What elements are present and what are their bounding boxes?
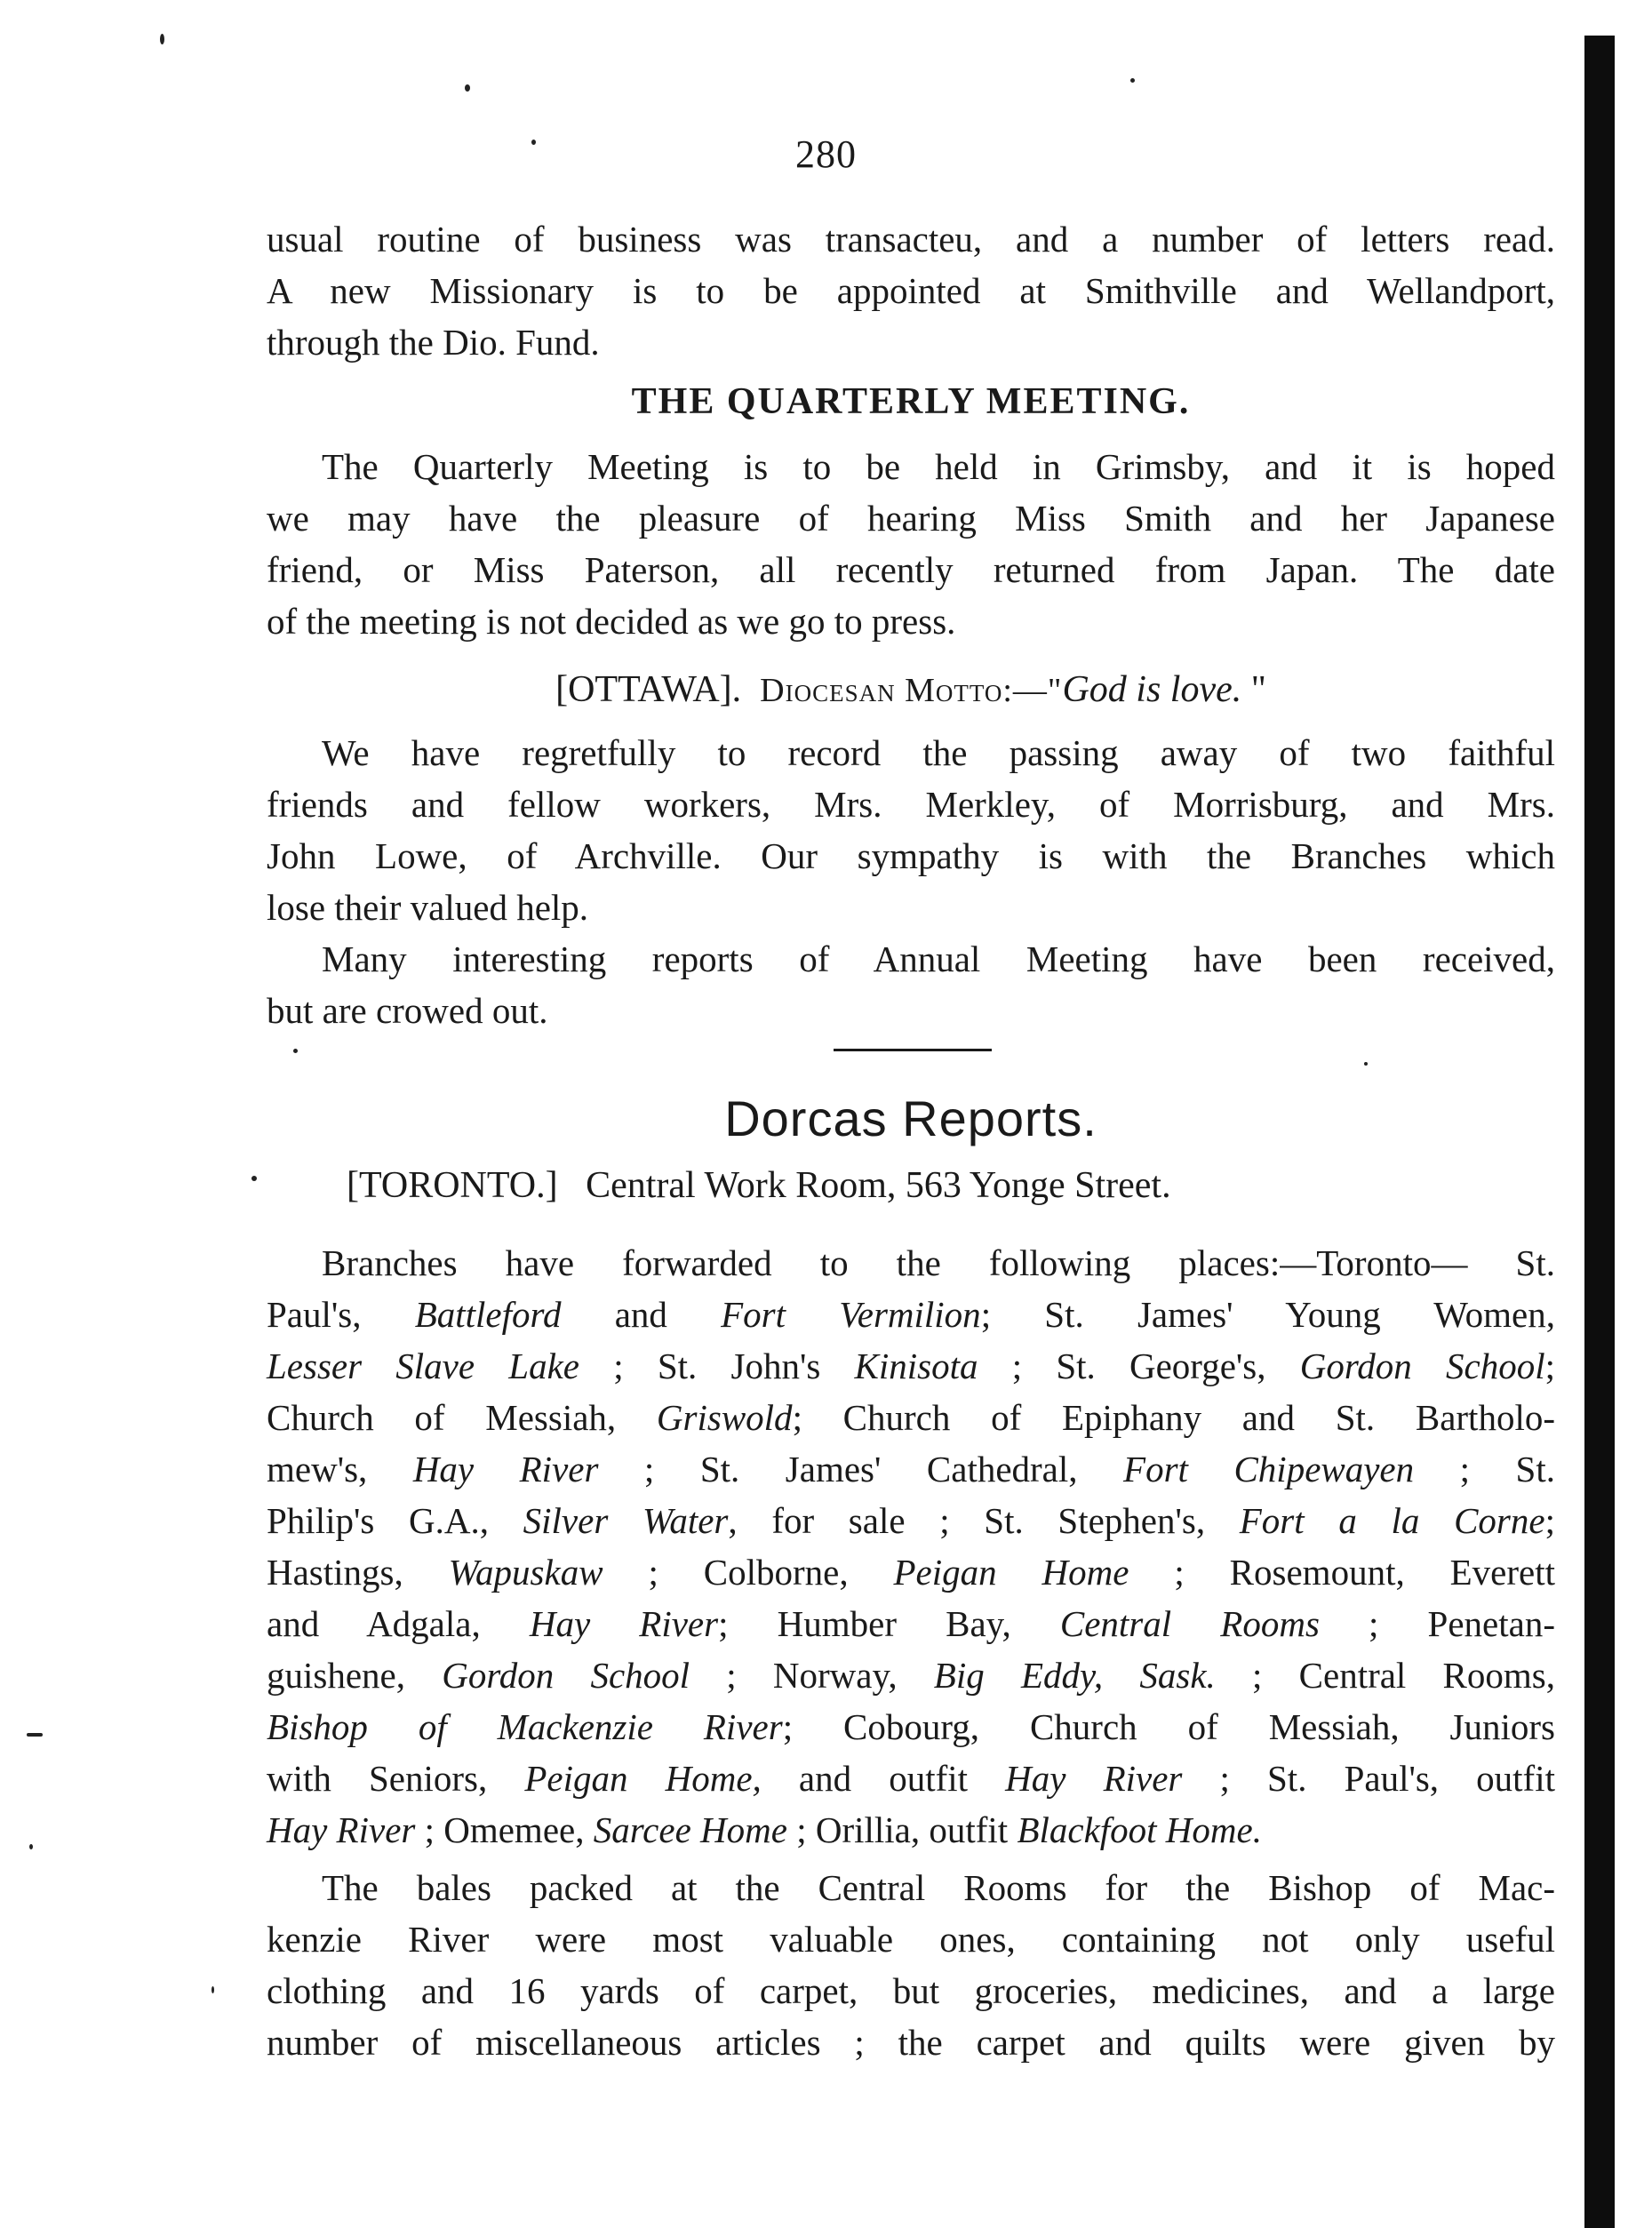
text-run: Church of Messiah, bbox=[267, 1397, 657, 1438]
italic-place-name: Gordon School bbox=[442, 1655, 690, 1696]
text-run: ; Cobourg, Church of Messiah, Juniors bbox=[782, 1706, 1555, 1747]
text-line: we may have the pleasure of hearing Miss Smith and her Japanese bbox=[267, 498, 1555, 539]
text-run: and outfit bbox=[761, 1758, 1006, 1799]
text-line: We have regretfully to record the passing away of two faithful bbox=[322, 732, 1555, 773]
italic-place-name: Griswold bbox=[656, 1397, 793, 1438]
page-number: 280 bbox=[795, 132, 857, 176]
italic-place-name: Silver Water bbox=[523, 1500, 729, 1541]
text-line bbox=[267, 1546, 1555, 1598]
text-line: but are crowed out. bbox=[267, 990, 548, 1031]
text-line bbox=[267, 1495, 1555, 1546]
italic-place-name: Peigan Home bbox=[893, 1552, 1129, 1593]
italic-place-name: Hay River bbox=[1005, 1758, 1183, 1799]
italic-place-name: Fort a la Corne bbox=[1239, 1500, 1545, 1541]
italic-place-name: Hay River bbox=[529, 1603, 719, 1644]
text-run: ; Humber Bay, bbox=[718, 1603, 1060, 1644]
text-run: Philip's G.A., bbox=[267, 1500, 523, 1541]
text-line bbox=[267, 1649, 1555, 1701]
italic-place-name: Peigan Home, bbox=[524, 1758, 762, 1799]
text-run: ; Norway, bbox=[690, 1655, 934, 1696]
italic-place-name: Wapuskaw bbox=[448, 1552, 603, 1593]
text-line bbox=[267, 1701, 1555, 1753]
text-run: ; Church of Epiphany and St. Bartholo- bbox=[792, 1397, 1555, 1438]
bales-paragraph bbox=[267, 1862, 1555, 2068]
text-run: Branches have forwarded to the following places:—Toronto— St. bbox=[322, 1242, 1555, 1283]
scan-speck bbox=[211, 1986, 214, 1993]
text-run: ; Rosemount, Everett bbox=[1129, 1552, 1555, 1593]
text-run: ; Penetan- bbox=[1319, 1603, 1556, 1644]
text-line: kenzie River were most valuable ones, containing not only useful bbox=[267, 1919, 1555, 1960]
text-run: Paul's, bbox=[267, 1294, 415, 1335]
text-line bbox=[267, 1392, 1555, 1443]
text-run: and bbox=[561, 1294, 722, 1335]
text-line bbox=[267, 1753, 1555, 1804]
text-run: ; St. Paul's, outfit bbox=[1182, 1758, 1555, 1799]
italic-place-name: Fort Vermilion bbox=[721, 1294, 981, 1335]
text-run: mew's, bbox=[267, 1449, 413, 1489]
text-run: Hastings, bbox=[267, 1552, 449, 1593]
intro-paragraph bbox=[267, 213, 1555, 368]
branches-paragraph bbox=[267, 1237, 1555, 1856]
text-line: through the Dio. Fund. bbox=[267, 322, 600, 363]
text-line bbox=[267, 1443, 1555, 1495]
ottawa-bracket: [OTTAWA]. bbox=[555, 669, 742, 710]
text-line bbox=[267, 1289, 1555, 1340]
text-column bbox=[267, 0, 1555, 2228]
italic-place-name: Lesser Slave Lake bbox=[267, 1346, 579, 1386]
toronto-location: Central Work Room, 563 Yonge Street. bbox=[586, 1165, 1171, 1206]
italic-place-name: Central Rooms bbox=[1059, 1603, 1320, 1644]
scan-speck bbox=[251, 1176, 257, 1181]
text-line: usual routine of business was transacteu, and a number of letters read. bbox=[267, 219, 1555, 260]
italic-place-name: Blackfoot Home. bbox=[1017, 1809, 1262, 1850]
text-run: ; bbox=[1544, 1500, 1555, 1541]
text-line: clothing and 16 yards of carpet, but groceries, medicines, and a large bbox=[267, 1970, 1555, 2011]
text-line: The Quarterly Meeting is to be held in Grimsby, and it is hoped bbox=[322, 446, 1555, 487]
ottawa-paragraph-1 bbox=[267, 727, 1555, 933]
italic-place-name: Battleford bbox=[414, 1294, 562, 1335]
text-line: of the meeting is not decided as we go to press. bbox=[267, 601, 956, 642]
text-line bbox=[267, 1340, 1555, 1392]
text-run: ; Omemee, bbox=[415, 1809, 594, 1850]
italic-place-name: Big Eddy, Sask. bbox=[933, 1655, 1216, 1696]
binding-edge bbox=[1584, 36, 1615, 2228]
quarterly-meeting-paragraph bbox=[267, 441, 1555, 647]
toronto-location-line bbox=[347, 1164, 1171, 1207]
text-run: , for sale ; St. Stephen's, bbox=[728, 1500, 1240, 1541]
italic-place-name: Sarcee Home bbox=[593, 1809, 787, 1850]
text-run: ; bbox=[1544, 1346, 1555, 1386]
italic-place-name: Fort Chipewayen bbox=[1123, 1449, 1415, 1489]
text-run: ; St. bbox=[1414, 1449, 1556, 1489]
text-run: and Adgala, bbox=[267, 1603, 530, 1644]
text-line bbox=[267, 1804, 1555, 1856]
scan-speck bbox=[29, 1844, 33, 1849]
text-line: John Lowe, of Archville. Our sympathy is with the Branches which bbox=[267, 835, 1555, 876]
text-run: ; Colborne, bbox=[603, 1552, 894, 1593]
scan-speck bbox=[160, 34, 164, 44]
diocesan-motto-label: Diocesan Motto:—" bbox=[760, 672, 1063, 709]
text-run: ; St. James' Young Women, bbox=[980, 1294, 1556, 1335]
text-line: friends and fellow workers, Mrs. Merkley, of Morrisburg, and Mrs. bbox=[267, 784, 1555, 825]
text-line: number of miscellaneous articles ; the carpet and quilts were given by bbox=[267, 2022, 1555, 2063]
text-run: ; Central Rooms, bbox=[1215, 1655, 1555, 1696]
text-line: A new Missionary is to be appointed at Smithville and Wellandport, bbox=[267, 270, 1555, 311]
text-line: The bales packed at the Central Rooms for the Bishop of Mac- bbox=[322, 1867, 1555, 1908]
scan-speck bbox=[27, 1733, 43, 1737]
text-line: Many interesting reports of Annual Meeting have been received, bbox=[322, 938, 1555, 979]
text-line bbox=[267, 1598, 1555, 1649]
diocesan-motto: God is love. bbox=[1062, 669, 1242, 710]
text-run: ; St. John's bbox=[579, 1346, 855, 1386]
italic-place-name: Kinisota bbox=[854, 1346, 978, 1386]
text-line bbox=[267, 1237, 1555, 1289]
italic-place-name: Hay River bbox=[412, 1449, 599, 1489]
text-run: ; St. George's, bbox=[978, 1346, 1300, 1386]
motto-close-quote: " bbox=[1241, 669, 1266, 710]
italic-place-name: Gordon School bbox=[1299, 1346, 1545, 1386]
text-run: ; Orillia, outfit bbox=[786, 1809, 1018, 1850]
italic-place-name: Bishop of Mackenzie River bbox=[267, 1706, 783, 1747]
text-line: lose their valued help. bbox=[267, 887, 589, 928]
text-run: with Seniors, bbox=[267, 1758, 525, 1799]
ottawa-diocese-heading bbox=[267, 668, 1555, 711]
quarterly-meeting-heading: THE QUARTERLY MEETING. bbox=[631, 381, 1191, 422]
section-divider bbox=[834, 1049, 992, 1051]
ottawa-paragraph-2 bbox=[267, 933, 1555, 1036]
italic-place-name: Hay River bbox=[267, 1809, 416, 1850]
text-run: guishene, bbox=[267, 1655, 443, 1696]
text-line: friend, or Miss Paterson, all recently returned from Japan. The date bbox=[267, 549, 1555, 590]
toronto-bracket: [TORONTO.] bbox=[347, 1165, 558, 1206]
dorcas-reports-heading: Dorcas Reports. bbox=[724, 1090, 1097, 1146]
text-run: ; St. James' Cathedral, bbox=[598, 1449, 1124, 1489]
